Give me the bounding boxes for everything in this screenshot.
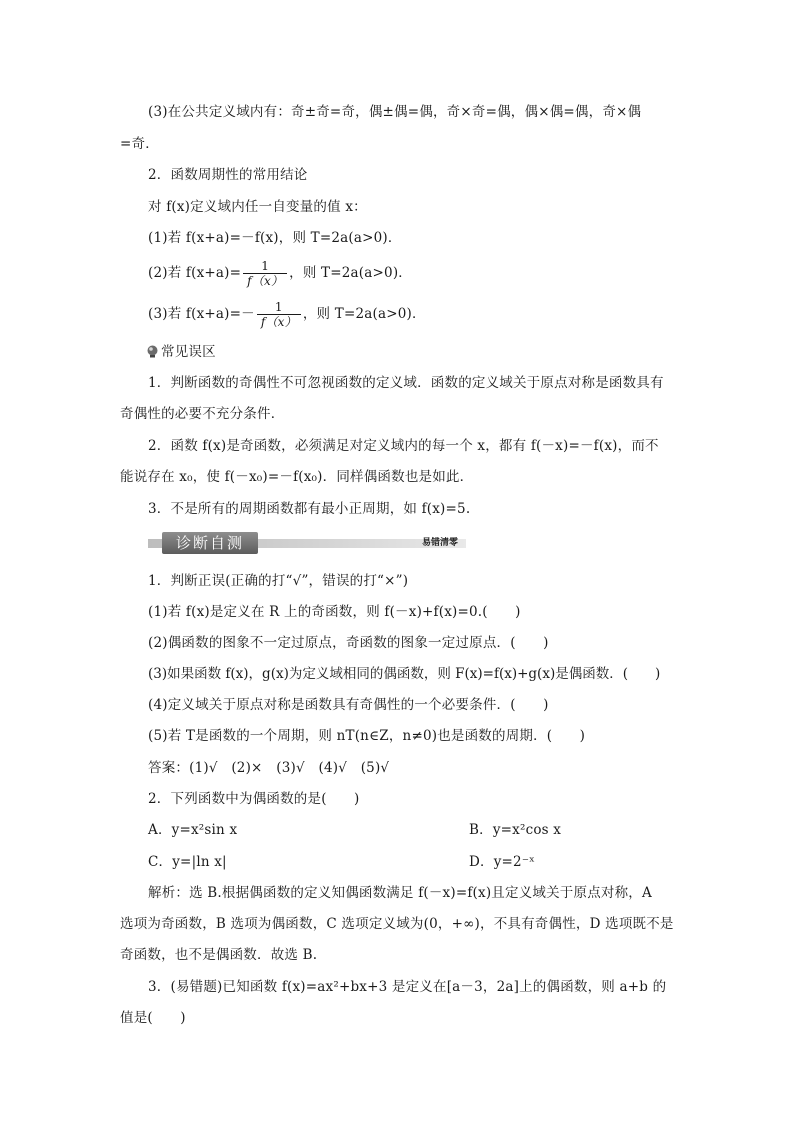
section-heading	[146, 343, 216, 361]
solution-line: 选项为奇函数，B 选项为偶函数，C 选项定义域为(0，+∞)，不具有奇偶性，D 选项既不是	[120, 916, 674, 932]
fraction-denominator: f（x）	[247, 273, 284, 288]
option-b: B．y=x²cos x	[469, 822, 562, 838]
text-line: 能说存在 x₀，使 f(－x₀)=－f(x₀)．同样偶函数也是如此．	[120, 469, 474, 485]
formula-prefix: (2)若 f(x+a)=	[148, 265, 242, 281]
question-item: (5)若 T是函数的一个周期，则 nT(n∈Z，n≠0)也是函数的周期．( )	[148, 728, 586, 744]
text-line: 对 f(x)定义域内任一自变量的值 x：	[148, 199, 367, 215]
section-heading: 2．函数周期性的常用结论	[148, 167, 308, 183]
text-line: (3)在公共定义域内有：奇±奇=奇，偶±偶=偶，奇×奇=偶，偶×偶=偶，奇×偶	[148, 104, 642, 120]
section-heading-label: 常见误区	[161, 344, 216, 360]
banner-tag: 易错清零	[421, 538, 458, 548]
question: 值是( )	[120, 1010, 186, 1026]
text-line: =奇．	[120, 136, 159, 152]
question: 1．判断正误(正确的打“√”，错误的打“×”)	[148, 573, 409, 589]
formula-line	[148, 255, 412, 291]
section-banner	[148, 532, 466, 554]
solution-line: 奇函数，也不是偶函数．故选 B.	[120, 947, 318, 963]
formula-line	[148, 296, 426, 332]
answer: 答案：(1)√ (2)× (3)√ (4)√ (5)√	[148, 760, 390, 776]
formula-suffix: ，则 T=2a(a>0)．	[289, 265, 412, 281]
question-item: (1)若 f(x)是定义在 R 上的奇函数，则 f(－x)+f(x)=0.( )	[148, 604, 521, 620]
solution-line: 解析：选 B.根据偶函数的定义知偶函数满足 f(－x)=f(x)且定义域关于原点对称，A	[148, 885, 652, 901]
option-a: A．y=x²sin x	[148, 822, 238, 838]
fraction	[243, 259, 287, 289]
text-line: 奇偶性的必要不充分条件．	[120, 406, 285, 422]
option-d: D．y=2⁻ˣ	[469, 854, 536, 870]
fraction-numerator: 1	[274, 299, 283, 314]
lightbulb-icon	[146, 345, 159, 358]
text-line: (1)若 f(x+a)=－f(x)，则 T=2a(a>0)．	[148, 230, 402, 246]
question: 2．下列函数中为偶函数的是( )	[148, 791, 360, 807]
option-c: C．y=|ln x|	[148, 854, 227, 870]
question: 3．(易错题)已知函数 f(x)=ax²+bx+3 是定义在[a－3，2a]上的偶函数，则 a+b 的	[148, 979, 667, 995]
text-line: 3．不是所有的周期函数都有最小正周期，如 f(x)=5.	[148, 501, 471, 517]
fraction-numerator: 1	[261, 258, 270, 273]
question-item: (2)偶函数的图象不一定过原点，奇函数的图象一定过原点．( )	[148, 635, 549, 651]
fraction	[257, 300, 301, 330]
question-item: (3)如果函数 f(x)，g(x)为定义域相同的偶函数，则 F(x)=f(x)+g(x)是偶函数．( )	[148, 666, 661, 682]
text-line: 2．函数 f(x)是奇函数，必须满足对定义域内的每一个 x，都有 f(－x)=－f(x)，而不	[148, 438, 659, 454]
fraction-denominator: f（x）	[260, 314, 297, 329]
text-line: 1．判断函数的奇偶性不可忽视函数的定义域．函数的定义域关于原点对称是函数具有	[148, 375, 664, 391]
formula-suffix: ，则 T=2a(a>0)．	[302, 306, 426, 322]
question-item: (4)定义域关于原点对称是函数具有奇偶性的一个必要条件．( )	[148, 697, 549, 713]
banner-title: 诊断自测	[175, 534, 244, 552]
formula-prefix: (3)若 f(x+a)=－	[148, 306, 255, 322]
